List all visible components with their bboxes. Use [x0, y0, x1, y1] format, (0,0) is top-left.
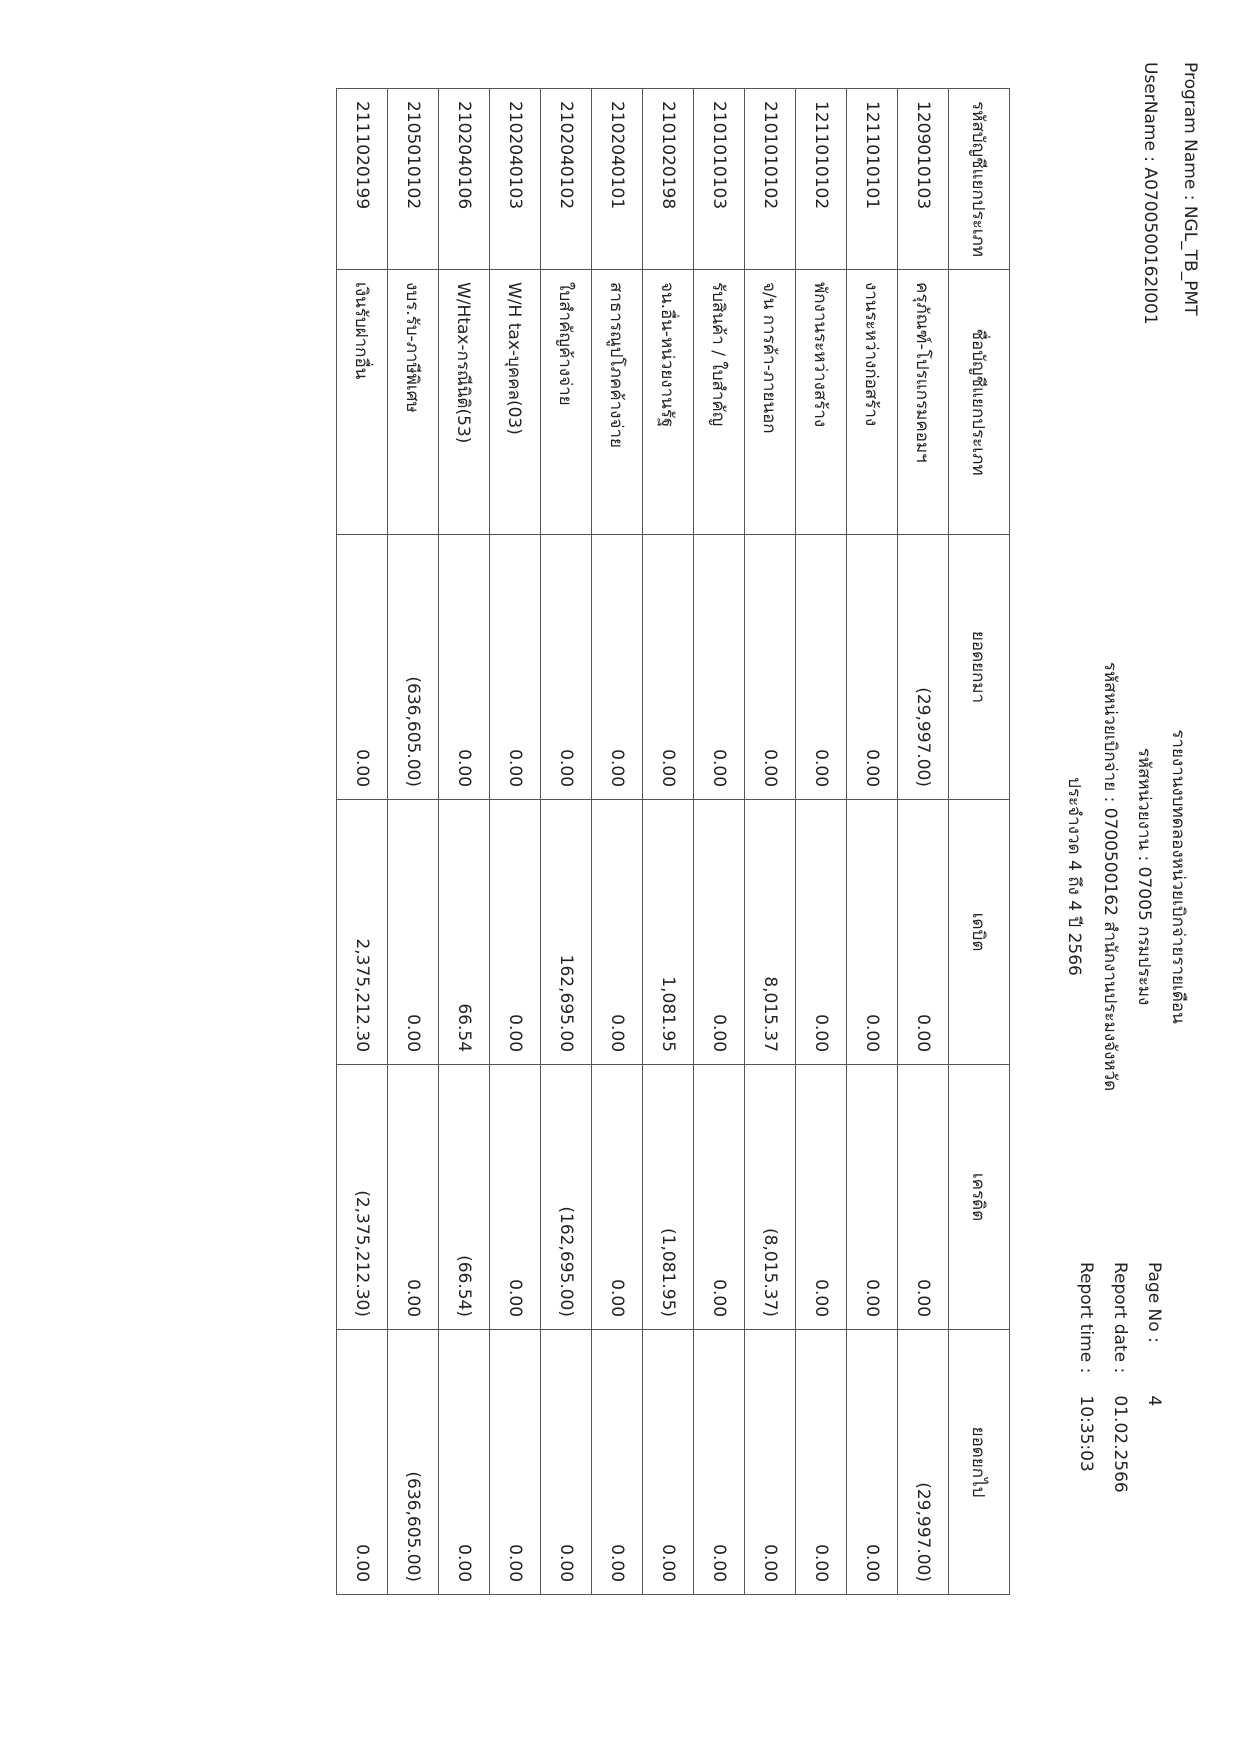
- table-row: [745, 89, 796, 1595]
- account-code: 2102040102: [541, 89, 592, 270]
- account-code: 1211010101: [847, 89, 898, 270]
- table-row: [439, 89, 490, 1595]
- column-header: ยอดยกไป: [949, 1330, 1010, 1595]
- debit-amount: 66.54: [439, 800, 490, 1065]
- account-code: 2111020199: [337, 89, 388, 270]
- account-code: 2102040106: [439, 89, 490, 270]
- credit-amount: 0.00: [388, 1065, 439, 1330]
- debit-amount: 1,081.95: [643, 800, 694, 1065]
- report-date-label: Report date :: [1110, 1262, 1130, 1374]
- credit-amount: (66.54): [439, 1065, 490, 1330]
- account-name: สาธารณูปโภคค้างจ่าย: [592, 270, 643, 535]
- account-name: ใบสำคัญค้างจ่าย: [541, 270, 592, 535]
- disbursement-unit-line: รหัสหน่วยเบิกจ่าย : 0700500162 สำนักงานประมงจังหวัด: [1100, 661, 1120, 1092]
- debit-amount: 162,695.00: [541, 800, 592, 1065]
- page-value: 4: [1144, 1395, 1164, 1407]
- opening-balance: 0.00: [541, 535, 592, 800]
- account-code: 2101020198: [643, 89, 694, 270]
- closing-balance: 0.00: [847, 1330, 898, 1595]
- opening-balance: (636,605.00): [388, 535, 439, 800]
- username: UserName : A0700500162I001: [1140, 62, 1160, 325]
- column-header: รหัสบัญชีแยกประเภท: [949, 89, 1010, 270]
- credit-amount: 0.00: [898, 1065, 949, 1330]
- credit-amount: (1,081.95): [643, 1065, 694, 1330]
- closing-balance: 0.00: [337, 1330, 388, 1595]
- account-name: งานระหว่างก่อสร้าง: [847, 270, 898, 535]
- account-code: 1209010103: [898, 89, 949, 270]
- account-code: 1211010102: [796, 89, 847, 270]
- page-number: [1144, 1262, 1164, 1406]
- account-name: รับสินค้า / ใบสำคัญ: [694, 270, 745, 535]
- debit-amount: 0.00: [898, 800, 949, 1065]
- agency-line: รหัสหน่วยงาน : 07005 กรมประมง: [1134, 747, 1154, 1006]
- trial-balance-table: [336, 88, 1010, 1595]
- table-row: [592, 89, 643, 1595]
- account-name: W/H tax-บุคคล(03): [490, 270, 541, 535]
- table-row: [694, 89, 745, 1595]
- opening-balance: (29,997.00): [898, 535, 949, 800]
- report-time-value: 10:35:03: [1076, 1395, 1096, 1472]
- table-row: [388, 89, 439, 1595]
- debit-amount: 0.00: [694, 800, 745, 1065]
- table-row: [337, 89, 388, 1595]
- closing-balance: (29,997.00): [898, 1330, 949, 1595]
- table-row: [541, 89, 592, 1595]
- account-code: 2105010102: [388, 89, 439, 270]
- closing-balance: 0.00: [592, 1330, 643, 1595]
- closing-balance: 0.00: [796, 1330, 847, 1595]
- report-time: [1076, 1262, 1096, 1472]
- column-header: ชื่อบัญชีแยกประเภท: [949, 270, 1010, 535]
- closing-balance: (636,605.00): [388, 1330, 439, 1595]
- account-code: 2101010103: [694, 89, 745, 270]
- credit-amount: 0.00: [847, 1065, 898, 1330]
- account-name: งบร.รับ-ภาษีพิเศษ: [388, 270, 439, 535]
- page-label: Page No :: [1144, 1262, 1164, 1343]
- table-row: [898, 89, 949, 1595]
- account-name: พักงานระหว่างสร้าง: [796, 270, 847, 535]
- account-name: เงินรับฝากอื่น: [337, 270, 388, 535]
- closing-balance: 0.00: [694, 1330, 745, 1595]
- credit-amount: (162,695.00): [541, 1065, 592, 1330]
- column-header: ยอดยกมา: [949, 535, 1010, 800]
- opening-balance: 0.00: [745, 535, 796, 800]
- opening-balance: 0.00: [643, 535, 694, 800]
- table-header-row: [949, 89, 1010, 1595]
- opening-balance: 0.00: [490, 535, 541, 800]
- debit-amount: 8,015.37: [745, 800, 796, 1065]
- table-row: [796, 89, 847, 1595]
- opening-balance: 0.00: [694, 535, 745, 800]
- credit-amount: 0.00: [592, 1065, 643, 1330]
- account-code: 2102040103: [490, 89, 541, 270]
- credit-amount: 0.00: [694, 1065, 745, 1330]
- opening-balance: 0.00: [337, 535, 388, 800]
- column-header: เครดิต: [949, 1065, 1010, 1330]
- opening-balance: 0.00: [847, 535, 898, 800]
- account-name: จน.อื่น-หน่วยงานรัฐ: [643, 270, 694, 535]
- credit-amount: 0.00: [490, 1065, 541, 1330]
- credit-amount: (8,015.37): [745, 1065, 796, 1330]
- opening-balance: 0.00: [439, 535, 490, 800]
- report-date: [1110, 1262, 1130, 1493]
- account-name: ครุภัณฑ์-โปรแกรมคอมฯ: [898, 270, 949, 535]
- closing-balance: 0.00: [439, 1330, 490, 1595]
- debit-amount: 0.00: [490, 800, 541, 1065]
- debit-amount: 0.00: [796, 800, 847, 1065]
- period-line: ประจำงวด 4 ถึง 4 ปี 2566: [1064, 777, 1084, 976]
- debit-amount: 0.00: [592, 800, 643, 1065]
- account-code: 2102040101: [592, 89, 643, 270]
- closing-balance: 0.00: [541, 1330, 592, 1595]
- debit-amount: 2,375,212.30: [337, 800, 388, 1065]
- table-row: [643, 89, 694, 1595]
- account-name: จ/น การค้า-ภายนอก: [745, 270, 796, 535]
- report-title: รายงานงบทดลองหน่วยเบิกจ่ายรายเดือน: [1168, 729, 1188, 1024]
- credit-amount: 0.00: [796, 1065, 847, 1330]
- closing-balance: 0.00: [643, 1330, 694, 1595]
- column-header: เดบิต: [949, 800, 1010, 1065]
- account-code: 2101010102: [745, 89, 796, 270]
- closing-balance: 0.00: [490, 1330, 541, 1595]
- report-date-value: 01.02.2566: [1110, 1395, 1130, 1493]
- table-row: [490, 89, 541, 1595]
- opening-balance: 0.00: [796, 535, 847, 800]
- debit-amount: 0.00: [847, 800, 898, 1065]
- opening-balance: 0.00: [592, 535, 643, 800]
- account-name: W/Htax-กรณีนิติ(53): [439, 270, 490, 535]
- debit-amount: 0.00: [388, 800, 439, 1065]
- closing-balance: 0.00: [745, 1330, 796, 1595]
- program-name: Program Name : NGL_TB_PMT: [1180, 62, 1200, 316]
- credit-amount: (2,375,212.30): [337, 1065, 388, 1330]
- report-time-label: Report time :: [1076, 1262, 1096, 1374]
- table-row: [847, 89, 898, 1595]
